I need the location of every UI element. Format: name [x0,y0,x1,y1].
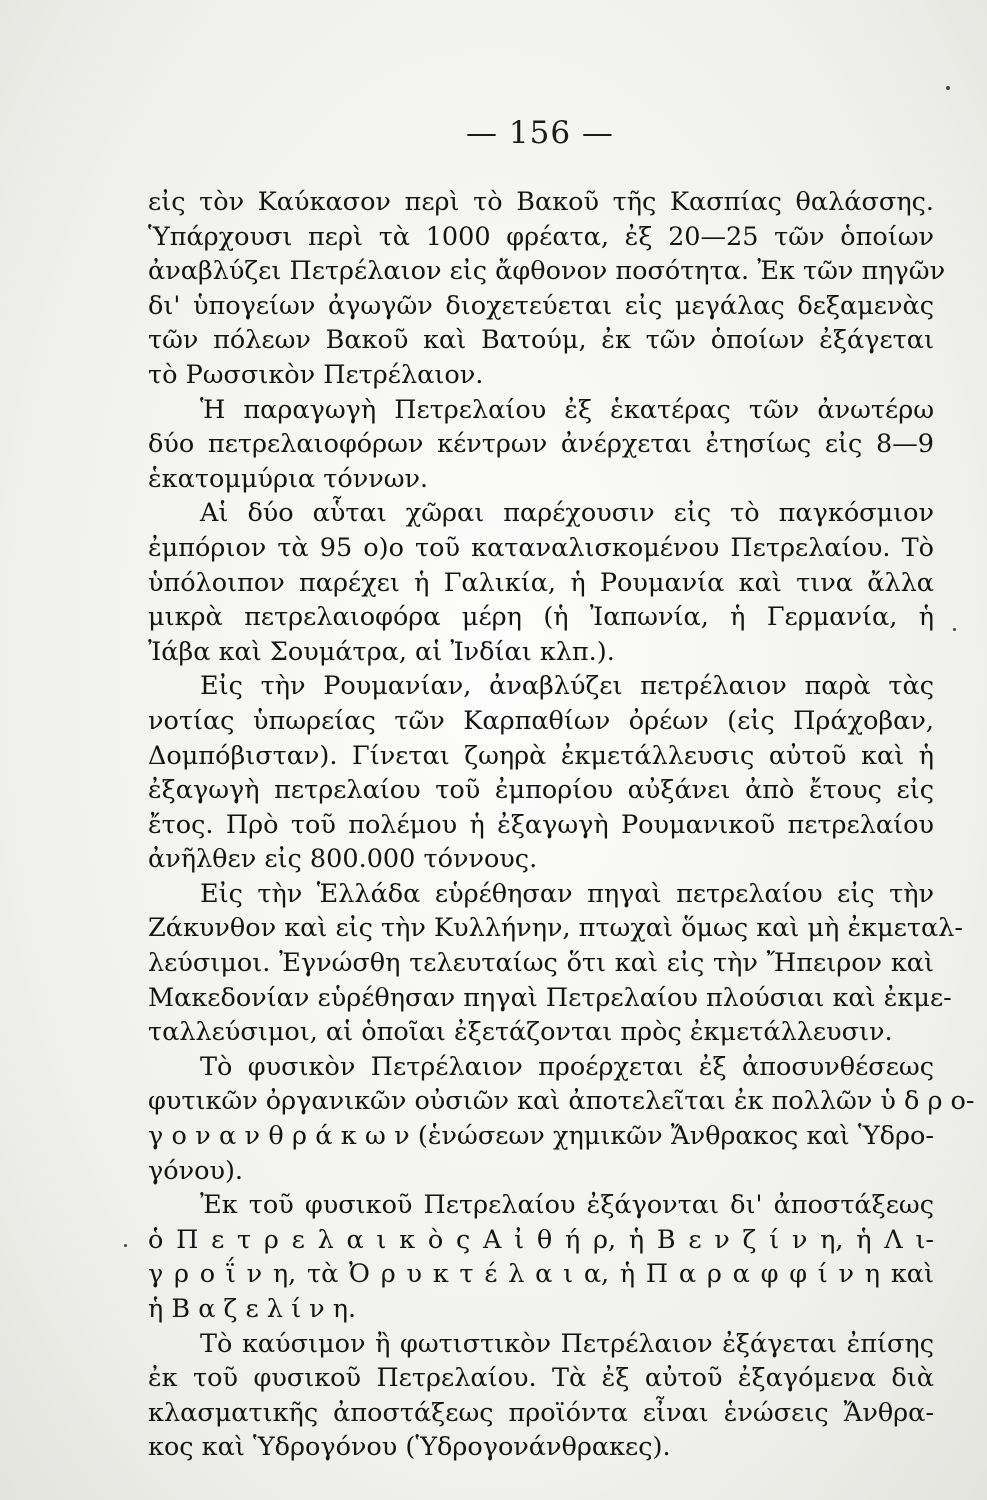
text-line: τὸ Ρωσσικὸν Πετρέλαιον. [148,359,484,390]
text-line: Αἱ δύο αὗται χῶραι παρέχουσιν εἰς τὸ παγκόσμιον [200,498,934,529]
page-number: — 156 — [466,115,614,151]
text-line: Τὸ φυσικὸν Πετρέλαιον προέρχεται ἐξ ἀποσυνθέσεως [200,1051,934,1082]
text-line: ταλλεύσιμοι, αἱ ὁποῖαι ἐξετάζονται πρὸς ἐκμετάλλευσιν. [148,1017,893,1048]
text-line: Τὸ καύσιμον ἢ φωτιστικὸν Πετρέλαιον ἐξάγεται ἐπίσης [200,1328,934,1359]
text-line: Ἰάβα καὶ Σουμάτρα, αἱ Ἰνδίαι κλπ.). [148,636,615,667]
text-line: κος καὶ Ὑδρογόνου (Ὑδρογονάνθρακες). [148,1432,671,1463]
text-line: ἐξαγωγὴ πετρελαίου τοῦ ἐμπορίου αὐξάνει ἀπὸ ἔτους εἰς [148,775,934,806]
text-line: τῶν πόλεων Βακοῦ καὶ Βατούμ, ἐκ τῶν ὁποίων ἐξάγεται [148,325,934,356]
paper-speck [946,86,950,90]
text-line: μικρὰ πετρελαιοφόρα μέρη (ἡ Ἰαπωνία, ἡ Γερμανία, ἡ [148,602,934,633]
text-line: δι' ὑπογείων ἀγωγῶν διοχετεύεται εἰς μεγάλας δεξαμενὰς [148,290,934,321]
text-line: ὁ Π ε τ ρ ε λ α ι κ ὸ ς Α ἰ θ ή ρ, ἡ Β ε ν ζ ί ν η, ἡ Λ ι- [148,1224,934,1255]
paper-speck [124,1244,127,1247]
text-line: λεύσιμοι. Ἐγνώσθη τελευταίως ὅτι καὶ εἰς τὴν Ἤπειρον καὶ [148,948,934,979]
text-line: γ ο ν α ν θ ρ ά κ ω ν (ἑνώσεων χημικῶν Ἄνθρακος καὶ Ὑδρο- [148,1121,934,1152]
text-line: ἐμπόριον τὰ 95 ο)ο τοῦ καταναλισκομένου Πετρελαίου. Τὸ [148,532,934,563]
text-line: ἔτος. Πρὸ τοῦ πολέμου ἡ ἐξαγωγὴ Ρουμανικοῦ πετρελαίου [148,809,934,840]
text-line: Ὑπάρχουσι περὶ τὰ 1000 φρέατα, ἐξ 20—25 τῶν ὁποίων [148,221,934,252]
text-line: Ζάκυνθον καὶ εἰς τὴν Κυλλήνην, πτωχαὶ ὅμως καὶ μὴ ἐκμεταλ- [148,913,963,944]
text-line: γ ρ ο ΐ ν η, τὰ Ὀ ρ υ κ τ έ λ α ι α, ἡ Π α ρ α φ φ ί ν η καὶ [148,1259,934,1290]
text-line: Ἐκ τοῦ φυσικοῦ Πετρελαίου ἐξάγονται δι' ἀποστάξεως [200,1190,934,1221]
text-line: εἰς τὸν Καύκασον περὶ τὸ Βακοῦ τῆς Κασπίας θαλάσσης. [148,187,934,217]
text-line: Ἡ παραγωγὴ Πετρελαίου ἐξ ἑκατέρας τῶν ἀνωτέρω [200,394,934,425]
text-line: δύο πετρελαιοφόρων κέντρων ἀνέρχεται ἐτησίως εἰς 8—9 [148,429,934,460]
text-line: ἑκατομμύρια τόννων. [148,463,429,494]
text-line: Μακεδονίαν εὑρέθησαν πηγαὶ Πετρελαίου πλούσιαι καὶ ἐκμε- [148,982,952,1013]
text-line: ἐκ τοῦ φυσικοῦ Πετρελαίου. Τὰ ἐξ αὐτοῦ ἐξαγόμενα διὰ [148,1363,934,1394]
text-line: Εἰς τὴν Ἑλλάδα εὑρέθησαν πηγαὶ πετρελαίου εἰς τὴν [200,878,934,909]
text-line: ἀναβλύζει Πετρέλαιον εἰς ἄφθονον ποσότητα. Ἐκ τῶν πηγῶν [148,256,946,287]
text-line: φυτικῶν ὀργανικῶν οὐσιῶν καὶ ἀποτελεῖται ἐκ πολλῶν ὑ δ ρ ο- [148,1086,975,1117]
text-line: κλασματικῆς ἀποστάξεως προϊόντα εἶναι ἑνώσεις Ἄνθρα- [148,1397,934,1428]
text-line: ἡ Β α ζ ε λ ί ν η. [148,1294,357,1324]
text-line: νοτίας ὑπωρείας τῶν Καρπαθίων ὀρέων (εἰς Πράχοβαν, [148,705,934,736]
text-line: Εἰς τὴν Ρουμανίαν, ἀναβλύζει πετρέλαιον παρὰ τὰς [200,671,934,702]
text-line: ὑπόλοιπον παρέχει ἡ Γαλικία, ἡ Ρουμανία καὶ τινα ἄλλα [148,567,934,598]
text-line: Δομπόβισταν). Γίνεται ζωηρὰ ἐκμετάλλευσις αὐτοῦ καὶ ἡ [148,740,934,771]
paper-speck [953,628,956,631]
text-line: ἀνῆλθεν εἰς 800.000 τόννους. [148,844,538,875]
text-line: γόνου). [148,1155,244,1186]
body-text [148,185,975,1465]
